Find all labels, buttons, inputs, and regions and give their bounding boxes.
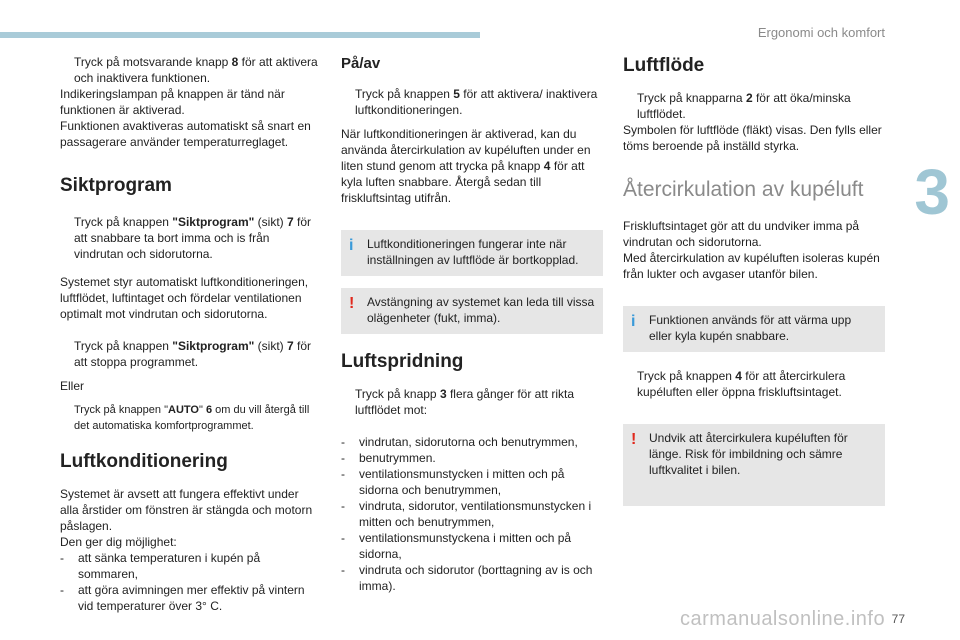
bullet-item: Tryck på knapparna 2 för att öka/minska luftflödet.	[623, 90, 885, 122]
body-text: Med återcirkulation av kupéluften isoleras kupén från lukter och avgaser utanför bilen.	[623, 251, 880, 281]
info-box: i Funktionen används för att värma upp eller kyla kupén snabbare.	[623, 306, 885, 352]
body-text: Indikeringslampan på knappen är tänd när funktionen är aktiverad.	[60, 87, 285, 117]
info-icon: i	[631, 313, 636, 330]
bullet-item: Tryck på knappen "AUTO" 6 om du vill återgå till det automatiska komfortprogrammet.	[60, 402, 320, 434]
section-title-atercirkulation: Återcirkulation av kupéluft	[623, 178, 864, 201]
bullet-icon	[60, 402, 74, 434]
body-text: När luftkonditioneringen är aktiverad, kan du använda återcirkulation av kupéluften under en liten stund genom att trycka på knapp 4 för att kyla luften snabbare. Återgå sedan till friskluftsintag utifrån.	[341, 127, 591, 205]
bullet-item: Tryck på knappen 5 för att aktivera/ inaktivera luftkonditioneringen.	[341, 86, 603, 118]
list-item: - benutrymmen.	[341, 451, 436, 465]
list-item: - att sänka temperaturen i kupén på sommaren,	[60, 551, 261, 581]
bullet-icon	[60, 54, 74, 86]
chapter-number: 3	[914, 156, 950, 228]
body-text: Systemet är avsett att fungera effektivt under alla årstider om fönstren är stängda och motorn påslagen.	[60, 487, 313, 533]
list-item: - att göra avimningen mer effektiv på vintern vid temperaturer över 3° C.	[60, 583, 305, 613]
section-title-luftspridning: Luftspridning	[341, 351, 464, 372]
body-text: Systemet styr automatiskt luftkonditioneringen, luftflödet, luftintaget och fördelar ventilationen optimalt mot vindrutan och sidorutorna.	[60, 275, 309, 321]
list-item: - vindrutan, sidorutorna och benutrymmen,	[341, 435, 578, 449]
body-text: Den ger dig möjlighet:	[60, 535, 177, 549]
bullet-icon	[60, 214, 74, 262]
bullet-item: Tryck på knapp 3 flera gånger för att rikta luftflödet mot:	[341, 386, 603, 418]
section-title-siktprogram: Siktprogram	[60, 175, 172, 196]
list-item: - vindruta, sidorutor, ventilationsmunstycken i mitten och benutrymmen,	[341, 499, 592, 529]
section-title-paav: På/av	[341, 55, 381, 72]
warning-icon: !	[631, 431, 637, 448]
info-icon: i	[349, 237, 354, 254]
watermark: carmanualsonline.info	[680, 608, 886, 630]
warning-box: ! Undvik att återcirkulera kupéluften för länge. Risk för imbildning och sämre luftkvalitet i bilen.	[623, 424, 885, 506]
body-text: Symbolen för luftflöde (fläkt) visas. Den fylls eller töms beroende på inställd styrka.	[623, 123, 882, 153]
bullet-icon	[341, 86, 355, 118]
header-bar	[0, 32, 480, 38]
section-title-luftkonditionering: Luftkonditionering	[60, 451, 228, 472]
bullet-icon	[623, 368, 637, 400]
warning-icon: !	[349, 295, 355, 312]
body-text: Eller	[60, 379, 85, 393]
warning-box: ! Avstängning av systemet kan leda till vissa olägenheter (fukt, imma).	[341, 288, 603, 334]
section-title-luftflode: Luftflöde	[623, 55, 705, 76]
list-item: - ventilationsmunstyckena i mitten och på sidorna,	[341, 531, 572, 561]
bullet-icon	[623, 90, 637, 122]
bullet-item: Tryck på knappen "Siktprogram" (sikt) 7 för att snabbare ta bort imma och is från vindrutan och sidorutorna.	[60, 214, 320, 262]
info-box: i Luftkonditioneringen fungerar inte när inställningen av luftflöde är bortkopplad.	[341, 230, 603, 276]
page-number: 77	[891, 612, 905, 626]
bullet-icon	[60, 338, 74, 370]
bullet-item: Tryck på motsvarande knapp 8 för att aktivera och inaktivera funktionen.	[60, 54, 320, 86]
body-text: Funktionen avaktiveras automatiskt så snart en passagerare använder temperaturreglaget.	[60, 119, 311, 149]
header-title: Ergonomi och komfort	[757, 25, 885, 40]
bullet-item: Tryck på knappen 4 för att återcirkulera kupéluften eller öppna friskluftsintaget.	[623, 368, 885, 400]
body-text: Friskluftsintaget gör att du undviker imma på vindrutan och sidorutorna.	[623, 219, 860, 249]
bullet-icon	[341, 386, 355, 418]
bullet-item: Tryck på knappen "Siktprogram" (sikt) 7 för att stoppa programmet.	[60, 338, 320, 370]
list-item: - vindruta och sidorutor (borttagning av is och imma).	[341, 563, 593, 593]
column-1	[60, 54, 320, 614]
column-3	[623, 54, 885, 506]
column-2	[341, 54, 603, 594]
list-item: - ventilationsmunstycken i mitten och på sidorna och benutrymmen,	[341, 467, 565, 497]
